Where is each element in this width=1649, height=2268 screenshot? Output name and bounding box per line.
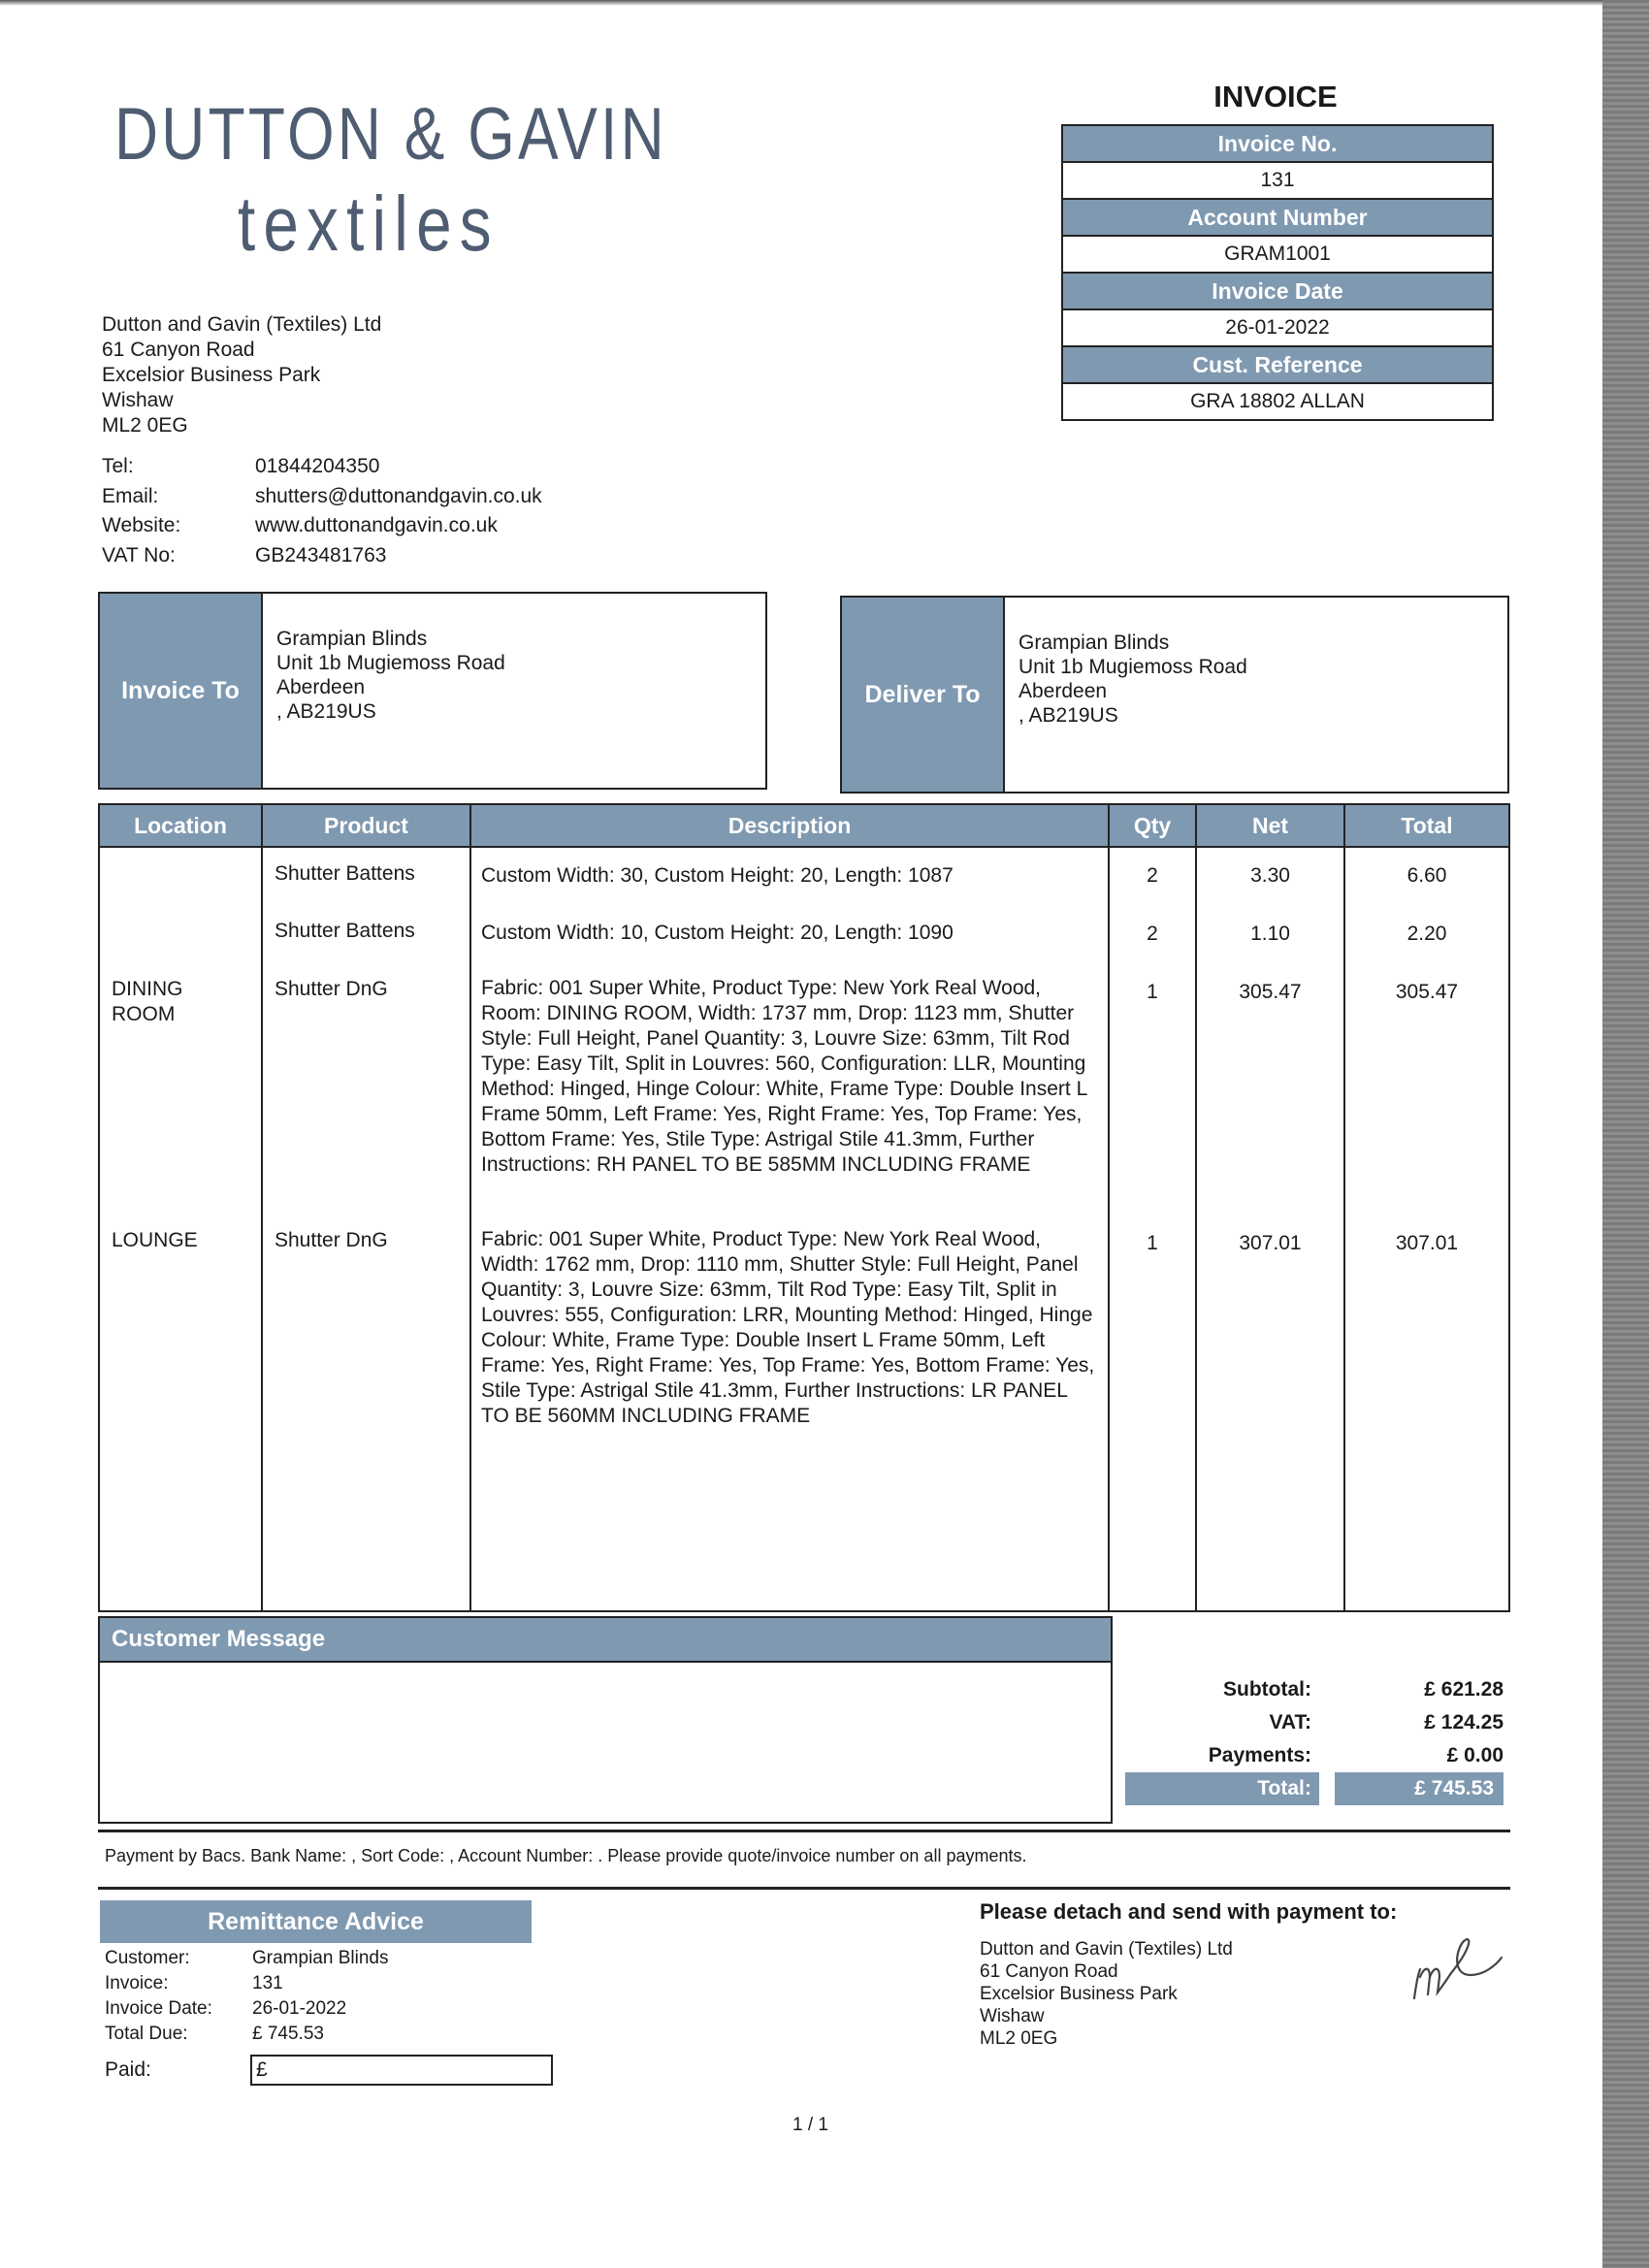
paid-amount-field[interactable]: £: [250, 2055, 553, 2086]
cell-description: Fabric: 001 Super White, Product Type: New York Real Wood, Room: DINING ROOM, Width: 1737 mm, Drop: 1123 mm, Shutter Style: Full Height, Panel Quantity: 3, Louvre Size: 63mm, Tilt Rod Type: Easy Tilt, Split in Louvres: 560, Configuration: LLR, Mounting Method: Hinged, Hinge Colour: White, Frame Type: Double Insert L Frame 50mm, Left Frame: Yes, Right Frame: Yes, Top Frame: Yes, Bottom Frame: Yes, Stile Type: Astrigal Stile 41.3mm, Further Instructions: RH PANEL TO BE 585MM INCLUDING FRAME: [481, 977, 1087, 1176]
company-address-line: ML2 0EG: [102, 414, 188, 437]
line-items-table: [98, 803, 1510, 1612]
account-number-value: GRAM1001: [1063, 237, 1492, 274]
cell-qty: 1: [1147, 981, 1158, 1003]
cust-reference-value: GRA 18802 ALLAN: [1063, 384, 1492, 419]
cell-description: Fabric: 001 Super White, Product Type: New York Real Wood, Width: 1762 mm, Drop: 1110 mm, Shutter Style: Full Height, Panel Quantity: 3, Louvre Size: 63mm, Tilt Rod Type: Easy Tilt, Split in Louvres: 555, Configuration: LRR, Mounting Method: Hinged, Hinge Colour: White, Frame Type: Double Insert L Frame 50mm, Left Frame: Yes, Right Frame: Yes, Top Frame: Yes, Bottom Frame: Yes, Stile Type: Astrigal Stile 41.3mm, Further Instructions: LR PANEL TO BE 560MM INCLUDING FRAME: [481, 1228, 1095, 1427]
cell-description: Custom Width: 10, Custom Height: 20, Length: 1090: [481, 922, 954, 944]
address-line: Unit 1b Mugiemoss Road: [1018, 656, 1247, 678]
detach-address-line: Dutton and Gavin (Textiles) Ltd: [980, 1939, 1233, 1960]
column-total: [1345, 805, 1508, 1610]
remit-value: 131: [252, 1973, 283, 1993]
cell-total: 305.47: [1395, 981, 1459, 1003]
remit-value: £ 745.53: [252, 2024, 324, 2044]
subtotal-label: Subtotal:: [1223, 1678, 1311, 1701]
column-location: [100, 805, 263, 1610]
cell-net: 1.10: [1250, 923, 1290, 945]
remit-value: Grampian Blinds: [252, 1948, 389, 1968]
divider: [98, 1830, 1510, 1832]
invoice-to-box: [98, 592, 767, 790]
vat-row: [1116, 1706, 1504, 1739]
invoice-to-address: [263, 594, 505, 788]
invoice-number-label: Invoice No.: [1063, 126, 1492, 163]
company-address: [102, 312, 381, 438]
column-header-net: Net: [1197, 805, 1343, 848]
vat-value: £ 124.25: [1424, 1711, 1504, 1733]
contact-value: GB243481763: [255, 543, 387, 567]
company-address-line: Wishaw: [102, 389, 174, 411]
remit-total-due: [105, 2022, 388, 2047]
remit-label: Customer:: [105, 1948, 190, 1968]
cell-product: Shutter DnG: [275, 978, 388, 1000]
cell-product: Shutter DnG: [275, 1229, 388, 1251]
column-header-product: Product: [263, 805, 469, 848]
subtotal-row: [1116, 1673, 1504, 1706]
handwritten-signature-icon: [1406, 1930, 1513, 2018]
deliver-to-label: Deliver To: [842, 598, 1005, 792]
contact-website: [102, 511, 542, 541]
cell-description: Custom Width: 30, Custom Height: 20, Length: 1087: [481, 864, 954, 887]
column-header-qty: Qty: [1110, 805, 1195, 848]
vat-label: VAT:: [1269, 1711, 1311, 1733]
account-number-label: Account Number: [1063, 200, 1492, 237]
contact-label: VAT No:: [102, 543, 176, 567]
cell-net: 3.30: [1250, 864, 1290, 887]
cust-reference-label: Cust. Reference: [1063, 347, 1492, 384]
customer-message-box: [98, 1616, 1113, 1824]
cell-location: LOUNGE: [112, 1229, 198, 1251]
contact-value: 01844204350: [255, 455, 380, 477]
contact-email: [102, 482, 542, 512]
address-line: Aberdeen: [1018, 680, 1108, 702]
cell-net: 305.47: [1239, 981, 1302, 1003]
contact-label: Website:: [102, 514, 181, 536]
column-header-total: Total: [1345, 805, 1508, 848]
remit-customer: [105, 1946, 388, 1971]
contact-vat: [102, 541, 542, 571]
company-address-line: 61 Canyon Road: [102, 339, 255, 361]
remit-value: 26-01-2022: [252, 1998, 347, 2019]
company-address-line: Excelsior Business Park: [102, 364, 321, 386]
scan-shadow-top: [0, 0, 1649, 6]
column-net: [1197, 805, 1345, 1610]
remit-invoice-date: [105, 1996, 388, 2022]
invoice-details-box: [1061, 124, 1494, 421]
paid-row: [105, 2055, 553, 2086]
contact-label: Email:: [102, 484, 159, 507]
payments-row: [1116, 1739, 1504, 1772]
invoice-number-value: 131: [1063, 163, 1492, 200]
divider: [98, 1887, 1510, 1890]
address-line: Unit 1b Mugiemoss Road: [276, 652, 505, 674]
detach-address-line: Excelsior Business Park: [980, 1984, 1178, 2004]
detach-address-line: 61 Canyon Road: [980, 1961, 1118, 1982]
scan-shadow-right: [1602, 0, 1649, 2268]
address-line: Grampian Blinds: [276, 628, 428, 650]
page-number: 1 / 1: [792, 2115, 828, 2135]
contact-label: Tel:: [102, 455, 134, 477]
cell-qty: 1: [1147, 1232, 1158, 1254]
company-contact: [102, 452, 542, 570]
totals-summary: [1116, 1673, 1504, 1805]
paid-label: Paid:: [105, 2058, 151, 2081]
detach-address-line: Wishaw: [980, 2006, 1045, 2026]
remit-label: Total Due:: [105, 2024, 188, 2044]
remit-label: Invoice:: [105, 1973, 169, 1993]
customer-message-label: Customer Message: [100, 1618, 1111, 1663]
company-name: Dutton and Gavin (Textiles) Ltd: [102, 313, 382, 336]
address-line: Aberdeen: [276, 676, 366, 698]
detach-address-line: ML2 0EG: [980, 2028, 1058, 2049]
column-qty: [1110, 805, 1197, 1610]
invoice-date-value: 26-01-2022: [1063, 310, 1492, 347]
logo-company-name: DUTTON & GAVIN: [114, 93, 667, 176]
contact-tel: [102, 452, 542, 482]
column-header-description: Description: [471, 805, 1108, 848]
cell-location: DINING ROOM: [112, 978, 183, 1025]
address-line: Grampian Blinds: [1018, 632, 1170, 654]
detach-address: [980, 1938, 1233, 2050]
address-line: , AB219US: [276, 700, 376, 723]
total-value: £ 745.53: [1335, 1772, 1504, 1805]
payment-note: Payment by Bacs. Bank Name: , Sort Code: , Account Number: . Please provide quote/invoice number on all payments.: [105, 1846, 1027, 1865]
contact-value: shutters@duttonandgavin.co.uk: [255, 484, 542, 507]
detach-heading: Please detach and send with payment to:: [980, 1899, 1398, 1924]
logo-tagline: textiles: [238, 180, 500, 267]
cell-product: Shutter Battens: [275, 920, 415, 942]
column-description: [471, 805, 1110, 1610]
payments-label: Payments:: [1208, 1744, 1311, 1766]
cell-qty: 2: [1147, 923, 1158, 945]
cell-qty: 2: [1147, 864, 1158, 887]
deliver-to-box: [840, 596, 1509, 794]
invoice-date-label: Invoice Date: [1063, 274, 1492, 310]
column-product: [263, 805, 471, 1610]
payments-value: £ 0.00: [1446, 1744, 1504, 1766]
total-row: [1116, 1772, 1504, 1805]
cell-product: Shutter Battens: [275, 862, 415, 885]
column-header-location: Location: [100, 805, 261, 848]
cell-total: 307.01: [1395, 1232, 1459, 1254]
remit-label: Invoice Date:: [105, 1998, 212, 2019]
subtotal-value: £ 621.28: [1424, 1678, 1504, 1701]
invoice-to-label: Invoice To: [100, 594, 263, 788]
total-label: Total:: [1125, 1772, 1319, 1805]
remit-invoice: [105, 1971, 388, 1996]
invoice-title: INVOICE: [1213, 80, 1338, 113]
address-line: , AB219US: [1018, 704, 1118, 727]
remittance-advice-title: Remittance Advice: [100, 1900, 532, 1943]
cell-total: 6.60: [1406, 864, 1447, 887]
deliver-to-address: [1005, 598, 1247, 792]
remittance-details: [105, 1946, 388, 2047]
cell-net: 307.01: [1239, 1232, 1302, 1254]
cell-total: 2.20: [1406, 923, 1447, 945]
contact-value: www.duttonandgavin.co.uk: [255, 514, 498, 536]
